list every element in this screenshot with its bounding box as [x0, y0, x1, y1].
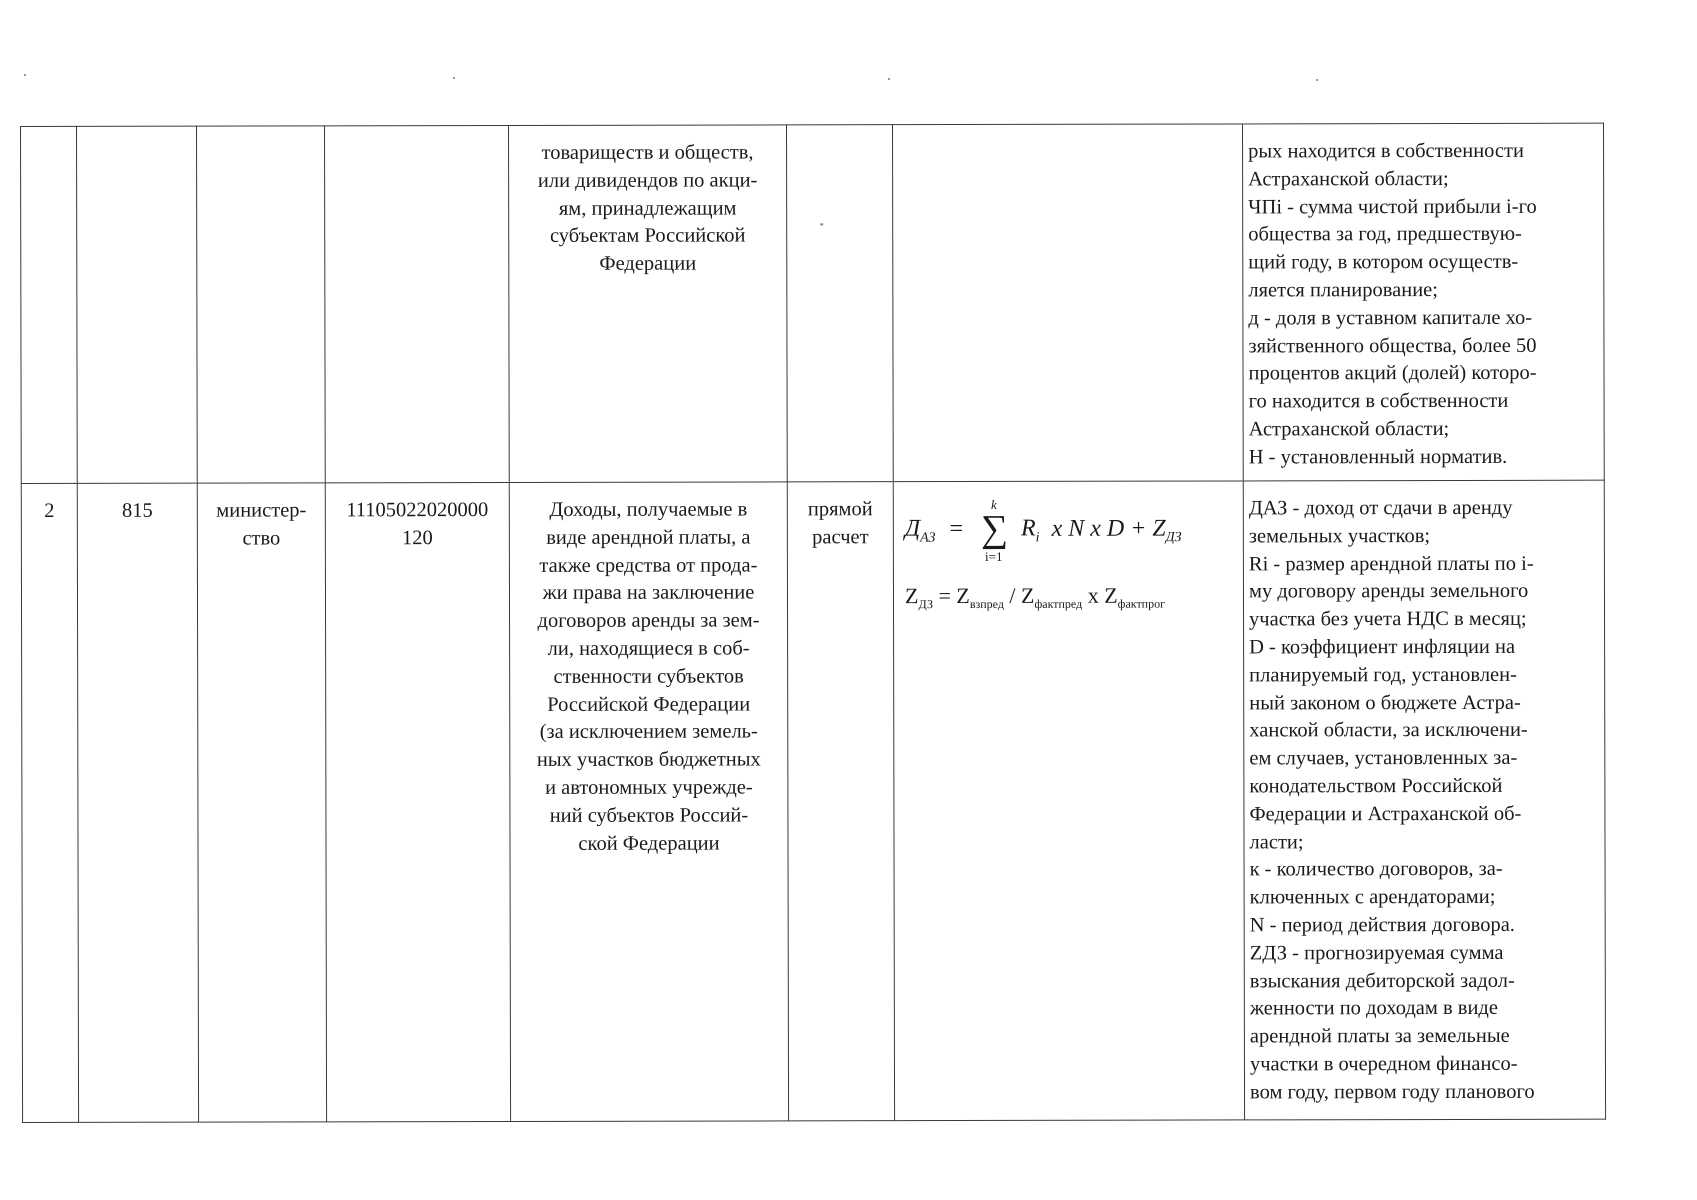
sum-upper-limit: k: [990, 496, 997, 512]
text-line: жи права на заключение: [542, 581, 755, 605]
text-line: ли, находящиеся в соб-: [547, 637, 750, 660]
revenue-name-cell: [509, 482, 788, 1122]
text-line: ственности субъектов: [553, 665, 744, 688]
text-line: ласти;: [1249, 830, 1304, 853]
text-line: виде арендной платы, а: [546, 526, 751, 549]
sum-lower-limit: i=1: [985, 548, 1003, 564]
text-line: N - период действия договора.: [1249, 913, 1515, 937]
row-number-cell: [21, 126, 78, 483]
scan-speck: [820, 223, 823, 225]
text-line: ство: [242, 527, 281, 550]
text-line: Ri - размер арендной платы по i-: [1248, 552, 1534, 576]
scan-speck: [453, 77, 455, 79]
kbk-cell: [325, 125, 510, 482]
text-line: щий году, в котором осуществ-: [1248, 251, 1519, 274]
text-line: прямой: [807, 498, 873, 521]
text-line: ных участков бюджетных: [536, 748, 761, 772]
text-line: процентов акций (долей) которо-: [1248, 362, 1537, 385]
text-line: Астраханской области;: [1248, 417, 1450, 441]
summation-sign: [979, 498, 1013, 562]
text-line: ЧПi - сумма чистой прибыли i-го: [1248, 195, 1537, 219]
text-line: товариществ и обществ,: [541, 141, 754, 164]
method-cell: [786, 125, 893, 482]
text-line: к - количество договоров, за-: [1249, 858, 1503, 881]
text-line: Федерации и Астраханской об-: [1249, 802, 1522, 826]
description-cell: [1243, 480, 1605, 1120]
text-line: министер-: [216, 499, 307, 522]
description-cell: [1242, 123, 1604, 481]
method-cell: [787, 482, 894, 1121]
text-line: арендной платы за земельные: [1249, 1025, 1510, 1048]
text-line: д - доля в уставном капитале хо-: [1248, 306, 1533, 330]
sigma-symbol: ∑: [980, 507, 1009, 550]
revenue-forecast-table: [20, 123, 1606, 1123]
text-line: ям, принадлежащим: [558, 197, 737, 220]
formula-cell: [892, 124, 1243, 482]
text-line: субъектам Российской: [549, 224, 746, 248]
formula-subscript: i: [1035, 530, 1040, 546]
document-page: [20, 123, 1605, 1122]
formula-operator: =: [949, 515, 964, 542]
text-line: ской Федерации: [578, 832, 720, 855]
text-line: также средства от прода-: [539, 554, 758, 577]
text-line: ZДЗ - прогнозируемая сумма: [1249, 941, 1504, 965]
text-line: зяйственного общества, более 50: [1248, 334, 1537, 358]
formula-operator: = Z: [932, 583, 970, 609]
formula-symbol: Z: [904, 583, 919, 609]
administrator-cell: [197, 483, 326, 1122]
text-line: Астраханской области;: [1248, 167, 1449, 191]
formula-cell: [893, 481, 1244, 1121]
text-line: 11105022020000: [346, 499, 489, 522]
text-line: ляется планирование;: [1248, 279, 1438, 302]
text-line: Н - установленный норматив.: [1248, 445, 1508, 469]
revenue-name-cell: [508, 125, 787, 483]
formula-subscript: АЗ: [920, 530, 936, 546]
text-line: договоров аренды за зем-: [537, 609, 760, 633]
text-line: ний субъектов Россий-: [549, 804, 749, 827]
text-line: 120: [401, 526, 433, 549]
text-line: участки в очередном финансо-: [1249, 1052, 1518, 1076]
text-line: планируемый год, установлен-: [1249, 663, 1517, 687]
text-line: Доходы, получаемые в: [549, 498, 748, 521]
formula-symbol: Д: [904, 515, 921, 542]
debt-recovery-formula: [899, 581, 1238, 619]
text-line: и автономных учрежде-: [545, 776, 753, 799]
formula-symbol: R: [1020, 515, 1036, 542]
text-line: ный законом о бюджете Астра-: [1249, 691, 1521, 715]
text-line: конодательством Российской: [1249, 774, 1503, 798]
formula-operator: x Z: [1082, 582, 1118, 608]
text-line: или дивидендов по акци-: [537, 169, 758, 192]
text-line: расчет: [812, 526, 869, 549]
text-line: Российской Федерации: [547, 693, 751, 716]
scan-speck: [24, 74, 26, 76]
text-line: D - коэффициент инфляции на: [1249, 635, 1516, 659]
formula-terms: x N x D + Z: [1051, 515, 1166, 542]
text-line: вом году, первом году планового: [1250, 1080, 1535, 1104]
text-line: женности по доходам в виде: [1249, 997, 1498, 1020]
formula-subscript: ДЗ: [918, 597, 933, 612]
text-line: (за исключением земель-: [539, 720, 758, 744]
text-line: общества за год, предшествую-: [1248, 223, 1522, 246]
scan-speck: [1316, 79, 1318, 81]
table-row: [21, 480, 1605, 1122]
formula-subscript: ДЗ: [1165, 530, 1182, 546]
formula-subscript: взпред: [969, 596, 1004, 612]
kbk-cell: [325, 482, 510, 1121]
scan-speck: [888, 78, 890, 80]
text-line: ем случаев, установленных за-: [1249, 747, 1518, 770]
formula-subscript: фактпред: [1034, 596, 1083, 611]
text-line: взыскания дебиторской задол-: [1249, 969, 1515, 992]
text-line: ханской области, за исключени-: [1249, 719, 1528, 742]
text-line: рых находится в собственности: [1248, 139, 1524, 163]
code-cell: [77, 483, 198, 1122]
text-line: участка без учета НДС в месяц;: [1249, 608, 1527, 631]
text-line: ДАЗ - доход от сдачи в аренду: [1248, 496, 1513, 520]
text-line: Федерации: [599, 252, 697, 275]
formula-operator: / Z: [1003, 582, 1035, 608]
formula-subscript: фактпрог: [1117, 596, 1166, 611]
text-line: го находится в собственности: [1248, 390, 1509, 413]
code-cell: [77, 126, 198, 483]
administrator-code: 815: [121, 499, 153, 522]
table-row: [21, 123, 1605, 483]
rent-income-formula: [899, 497, 1238, 578]
text-line: земельных участков;: [1248, 524, 1431, 548]
administrator-cell: [197, 126, 326, 483]
text-line: му договору аренды земельного: [1248, 580, 1529, 603]
text-line: ключенных с арендаторами;: [1249, 886, 1496, 909]
row-number-cell: [21, 483, 78, 1122]
row-number: 2: [44, 499, 55, 522]
